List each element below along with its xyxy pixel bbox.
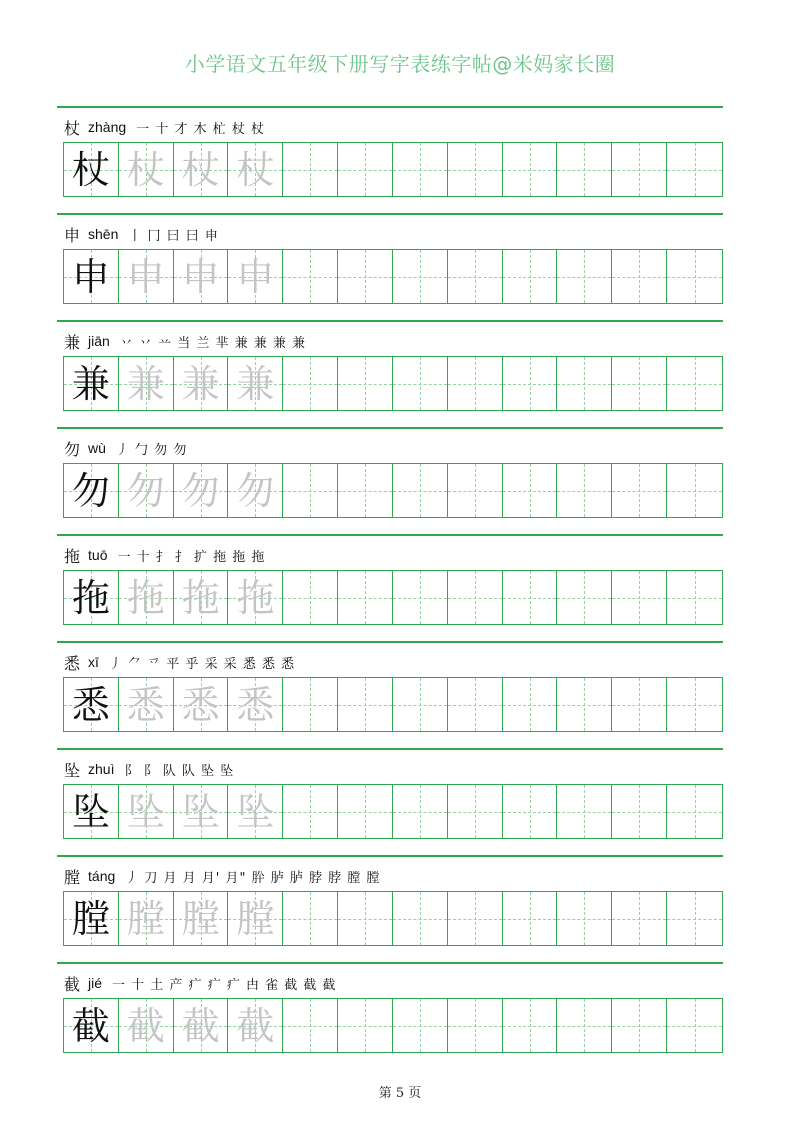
empty-practice-cell — [393, 785, 448, 838]
tianzige-grid — [63, 998, 723, 1053]
trace-character: 膛 — [181, 896, 220, 941]
empty-practice-cell — [338, 464, 393, 517]
trace-character-cell — [228, 571, 283, 624]
trace-character-cell — [119, 250, 174, 303]
empty-practice-cell — [503, 892, 558, 945]
empty-practice-cell — [338, 678, 393, 731]
empty-practice-cell — [557, 892, 612, 945]
trace-character: 兼 — [236, 361, 275, 406]
model-character-cell — [64, 357, 119, 410]
empty-practice-cell — [557, 464, 612, 517]
trace-character-cell — [228, 357, 283, 410]
pinyin-label: wù — [88, 440, 106, 456]
trace-character: 坠 — [126, 789, 165, 834]
divider-line — [57, 427, 723, 429]
character-label: 悉 — [64, 653, 81, 673]
empty-practice-cell — [612, 464, 667, 517]
page-number: 第 5 页 — [378, 1086, 422, 1101]
trace-character-cell — [119, 357, 174, 410]
pinyin-label: zhàng — [88, 119, 127, 135]
trace-character-cell — [174, 357, 229, 410]
empty-practice-cell — [448, 357, 503, 410]
trace-character: 拖 — [126, 575, 165, 620]
tianzige-grid — [63, 570, 723, 625]
character-entry — [57, 641, 723, 746]
character-info — [64, 223, 219, 245]
trace-character-cell — [228, 464, 283, 517]
stroke-order: 丿 刀 月 月 月' 月" 肸 胪 胪 脖 脖 膛 膛 — [125, 870, 381, 886]
empty-practice-cell — [338, 571, 393, 624]
empty-practice-cell — [612, 892, 667, 945]
empty-practice-cell — [667, 571, 722, 624]
trace-character-cell — [174, 464, 229, 517]
trace-character: 杖 — [236, 147, 275, 192]
divider-line — [57, 748, 723, 750]
trace-character-cell — [228, 678, 283, 731]
stroke-order: 一 十 扌 扌 扩 拖 拖 拖 — [117, 549, 266, 565]
empty-practice-cell — [393, 357, 448, 410]
stroke-order: 阝 阝 队 队 坠 坠 — [124, 763, 235, 779]
character-label: 申 — [64, 225, 81, 245]
empty-practice-cell — [667, 464, 722, 517]
pinyin-label: zhuì — [88, 761, 115, 777]
empty-practice-cell — [557, 143, 612, 196]
empty-practice-cell — [612, 357, 667, 410]
tianzige-grid — [63, 249, 723, 304]
trace-character-cell — [174, 571, 229, 624]
model-character: 申 — [71, 254, 110, 299]
empty-practice-cell — [393, 143, 448, 196]
model-character-cell — [64, 571, 119, 624]
empty-practice-cell — [667, 892, 722, 945]
empty-practice-cell — [338, 357, 393, 410]
tianzige-grid — [63, 891, 723, 946]
character-info — [64, 758, 234, 780]
model-character-cell — [64, 143, 119, 196]
character-label: 勿 — [64, 439, 81, 459]
tianzige-grid — [63, 356, 723, 411]
trace-character-cell — [119, 892, 174, 945]
divider-line — [57, 106, 723, 108]
empty-practice-cell — [283, 250, 338, 303]
trace-character-cell — [119, 785, 174, 838]
empty-practice-cell — [612, 785, 667, 838]
character-info — [64, 972, 337, 994]
character-label: 截 — [64, 974, 81, 994]
empty-practice-cell — [557, 357, 612, 410]
trace-character: 悉 — [126, 682, 165, 727]
model-character: 杖 — [71, 147, 110, 192]
trace-character: 勿 — [126, 468, 165, 513]
empty-practice-cell — [338, 785, 393, 838]
trace-character: 悉 — [181, 682, 220, 727]
character-entry — [57, 213, 723, 318]
stroke-order: 一 十 才 木 杧 杖 杖 — [136, 121, 265, 137]
trace-character: 申 — [181, 254, 220, 299]
pinyin-label: jié — [88, 975, 103, 991]
empty-practice-cell — [557, 999, 612, 1052]
empty-practice-cell — [283, 892, 338, 945]
empty-practice-cell — [503, 999, 558, 1052]
model-character: 截 — [71, 1003, 110, 1048]
empty-practice-cell — [503, 250, 558, 303]
trace-character-cell — [119, 143, 174, 196]
empty-practice-cell — [448, 250, 503, 303]
trace-character-cell — [174, 678, 229, 731]
model-character-cell — [64, 892, 119, 945]
model-character-cell — [64, 785, 119, 838]
model-character: 拖 — [71, 575, 110, 620]
trace-character-cell — [228, 250, 283, 303]
divider-line — [57, 320, 723, 322]
divider-line — [57, 962, 723, 964]
character-entry — [57, 106, 723, 211]
empty-practice-cell — [667, 785, 722, 838]
character-label: 杖 — [64, 118, 81, 138]
tianzige-grid — [63, 677, 723, 732]
empty-practice-cell — [283, 571, 338, 624]
trace-character-cell — [174, 785, 229, 838]
model-character-cell — [64, 250, 119, 303]
trace-character-cell — [174, 892, 229, 945]
empty-practice-cell — [557, 678, 612, 731]
trace-character-cell — [174, 143, 229, 196]
trace-character: 勿 — [236, 468, 275, 513]
model-character: 膛 — [71, 896, 110, 941]
empty-practice-cell — [338, 892, 393, 945]
character-info — [64, 330, 306, 352]
empty-practice-cell — [338, 999, 393, 1052]
model-character: 兼 — [71, 361, 110, 406]
character-entry — [57, 855, 723, 960]
trace-character-cell — [119, 571, 174, 624]
trace-character-cell — [119, 678, 174, 731]
trace-character: 坠 — [181, 789, 220, 834]
pinyin-label: jiān — [88, 333, 110, 349]
character-info — [64, 651, 295, 673]
model-character: 勿 — [71, 468, 110, 513]
empty-practice-cell — [448, 892, 503, 945]
empty-practice-cell — [503, 143, 558, 196]
pinyin-label: xī — [88, 654, 99, 670]
stroke-order: 丷 丷 䒑 当 兰 芈 兼 兼 兼 兼 — [119, 335, 307, 351]
character-info — [64, 865, 380, 887]
character-entry — [57, 427, 723, 532]
stroke-order: 丿 ⺈ 乊 平 乎 采 采 悉 悉 悉 — [108, 656, 296, 672]
character-entry — [57, 534, 723, 639]
character-label: 坠 — [64, 760, 81, 780]
model-character-cell — [64, 678, 119, 731]
empty-practice-cell — [503, 571, 558, 624]
tianzige-grid — [63, 784, 723, 839]
empty-practice-cell — [283, 785, 338, 838]
empty-practice-cell — [612, 250, 667, 303]
trace-character: 申 — [236, 254, 275, 299]
stroke-order: 丿 勹 勿 勿 — [115, 442, 188, 458]
empty-practice-cell — [448, 143, 503, 196]
character-entry — [57, 748, 723, 853]
empty-practice-cell — [503, 357, 558, 410]
character-info — [64, 544, 265, 566]
empty-practice-cell — [448, 571, 503, 624]
character-label: 兼 — [64, 332, 81, 352]
trace-character: 截 — [126, 1003, 165, 1048]
empty-practice-cell — [667, 678, 722, 731]
empty-practice-cell — [612, 678, 667, 731]
empty-practice-cell — [612, 143, 667, 196]
empty-practice-cell — [393, 678, 448, 731]
empty-practice-cell — [612, 999, 667, 1052]
trace-character-cell — [174, 250, 229, 303]
character-entry — [57, 962, 723, 1067]
pinyin-label: shēn — [88, 226, 119, 242]
empty-practice-cell — [393, 892, 448, 945]
trace-character: 截 — [181, 1003, 220, 1048]
trace-character: 杖 — [126, 147, 165, 192]
empty-practice-cell — [667, 143, 722, 196]
trace-character: 兼 — [181, 361, 220, 406]
empty-practice-cell — [338, 143, 393, 196]
character-entry — [57, 320, 723, 425]
trace-character: 杖 — [181, 147, 220, 192]
trace-character-cell — [119, 999, 174, 1052]
model-character: 坠 — [71, 789, 110, 834]
trace-character: 拖 — [181, 575, 220, 620]
empty-practice-cell — [393, 250, 448, 303]
model-character: 悉 — [71, 682, 110, 727]
empty-practice-cell — [503, 678, 558, 731]
trace-character: 截 — [236, 1003, 275, 1048]
empty-practice-cell — [557, 785, 612, 838]
trace-character: 兼 — [126, 361, 165, 406]
empty-practice-cell — [448, 999, 503, 1052]
empty-practice-cell — [503, 785, 558, 838]
empty-practice-cell — [612, 571, 667, 624]
empty-practice-cell — [667, 250, 722, 303]
empty-practice-cell — [448, 464, 503, 517]
divider-line — [57, 213, 723, 215]
trace-character-cell — [228, 999, 283, 1052]
trace-character: 坠 — [236, 789, 275, 834]
tianzige-grid — [63, 142, 723, 197]
model-character-cell — [64, 999, 119, 1052]
empty-practice-cell — [283, 464, 338, 517]
empty-practice-cell — [557, 571, 612, 624]
trace-character-cell — [174, 999, 229, 1052]
trace-character: 勿 — [181, 468, 220, 513]
empty-practice-cell — [448, 678, 503, 731]
pinyin-label: táng — [88, 868, 116, 884]
trace-character-cell — [228, 892, 283, 945]
empty-practice-cell — [283, 999, 338, 1052]
trace-character-cell — [119, 464, 174, 517]
empty-practice-cell — [393, 464, 448, 517]
trace-character: 拖 — [236, 575, 275, 620]
character-label: 膛 — [64, 867, 81, 887]
character-info — [64, 116, 265, 138]
empty-practice-cell — [283, 678, 338, 731]
trace-character-cell — [228, 785, 283, 838]
character-info — [64, 437, 187, 459]
empty-practice-cell — [393, 999, 448, 1052]
empty-practice-cell — [283, 357, 338, 410]
page-title: 小学语文五年级下册写字表练字帖@米妈家长圈 — [184, 52, 616, 76]
stroke-order: 一 十 土 产 疒 疒 疒 甴 雀 截 截 截 — [112, 977, 337, 993]
empty-practice-cell — [503, 464, 558, 517]
divider-line — [57, 534, 723, 536]
trace-character: 悉 — [236, 682, 275, 727]
trace-character: 申 — [126, 254, 165, 299]
empty-practice-cell — [667, 357, 722, 410]
empty-practice-cell — [393, 571, 448, 624]
empty-practice-cell — [338, 250, 393, 303]
empty-practice-cell — [448, 785, 503, 838]
divider-line — [57, 641, 723, 643]
pinyin-label: tuō — [88, 547, 108, 563]
character-label: 拖 — [64, 546, 81, 566]
tianzige-grid — [63, 463, 723, 518]
trace-character: 膛 — [126, 896, 165, 941]
empty-practice-cell — [557, 250, 612, 303]
trace-character-cell — [228, 143, 283, 196]
model-character-cell — [64, 464, 119, 517]
trace-character: 膛 — [236, 896, 275, 941]
empty-practice-cell — [283, 143, 338, 196]
empty-practice-cell — [667, 999, 722, 1052]
stroke-order: 丨 冂 曰 曰 申 — [128, 228, 219, 244]
divider-line — [57, 855, 723, 857]
